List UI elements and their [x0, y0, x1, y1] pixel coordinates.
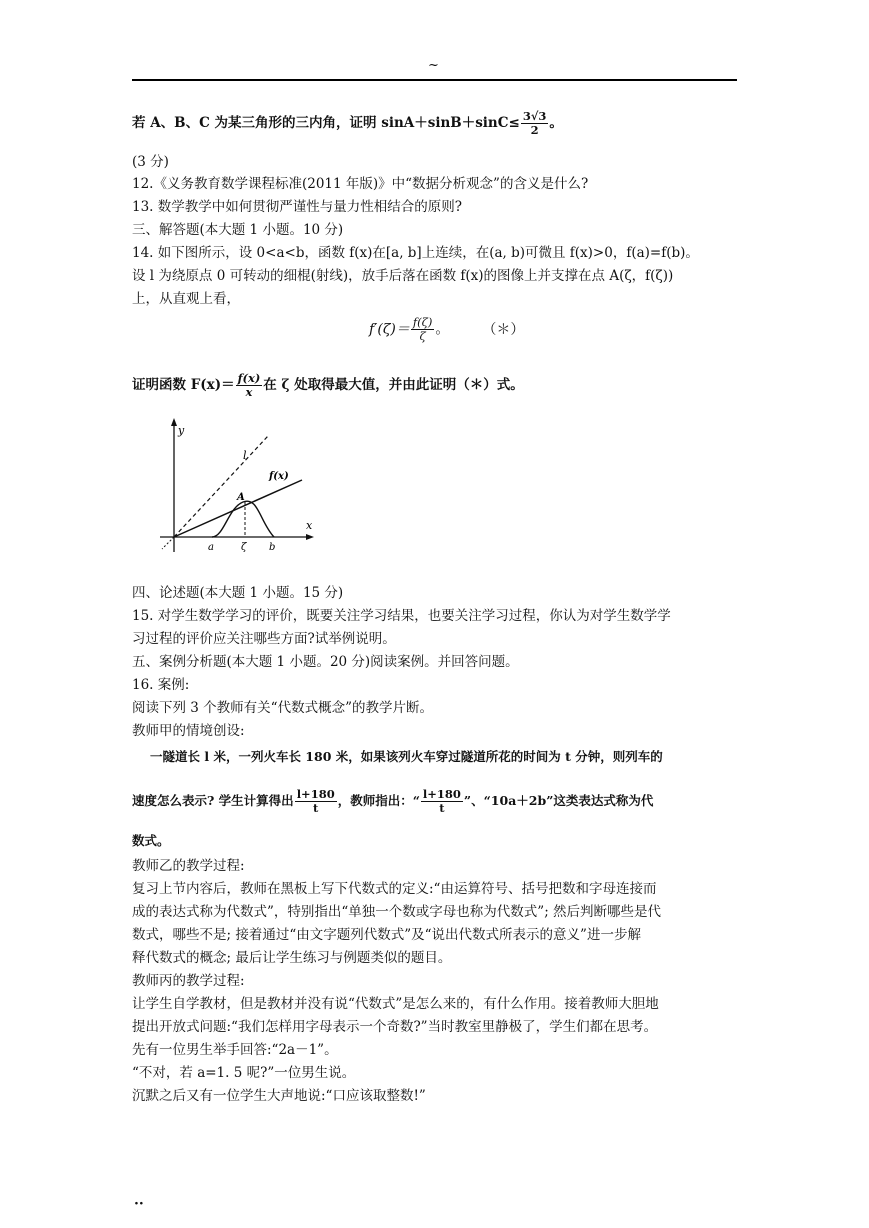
q14-proof-fraction: [236, 372, 263, 399]
y-arrow-icon: [171, 418, 177, 426]
tick-b-label: b: [269, 542, 276, 553]
header-mark: ~: [428, 58, 439, 73]
footer-mark: ··: [134, 1196, 144, 1212]
teacher-a-line1: 一隧道长 l 米，一列火车长 180 米，如果该列火车穿过隧道所花的时间为 t 分钟，则列车的: [150, 749, 663, 764]
header-divider: [132, 79, 737, 81]
q14-proof-den: x: [245, 385, 253, 399]
teacher-a-frac1: [295, 788, 337, 815]
x-arrow-icon: [306, 534, 314, 540]
section3-title: 三、解答题(本大题 1 小题。10 分): [132, 222, 344, 238]
section4-title: 四、论述题(本大题 1 小题。15 分): [132, 585, 344, 601]
teacher-b-line3: 数式，哪些不是; 接着通过“由文字题列代数式”及“说出代数式所表示的意义”进一步解: [132, 927, 641, 943]
q14-line3: 上，从直观上看，: [132, 291, 240, 307]
y-axis-label: y: [178, 424, 185, 437]
teacher-b-title: 教师乙的教学过程:: [132, 858, 245, 874]
teacher-a-line2-pre: 速度怎么表示? 学生计算得出: [132, 793, 294, 808]
teacher-a-line2-mid: ，教师指出：“: [337, 793, 420, 808]
q14-formula-lhs: f′(ζ)＝: [369, 321, 410, 338]
q14-proof-pre: 证明函数 F(x)＝: [132, 377, 235, 393]
teacher-b-line4: 释代数式的概念; 最后让学生练习与例题类似的题目。: [132, 950, 452, 966]
q14-line1: 14. 如下图所示，设 0<a<b，函数 f(x)在[a, b]上连续，在(a, b)可微且 f(x)>0，f(a)=f(b)。: [132, 245, 699, 261]
teacher-a-title: 教师甲的情境创设:: [132, 723, 245, 739]
q11-statement: [132, 110, 563, 137]
teacher-c-title: 教师丙的教学过程:: [132, 973, 245, 989]
q14-formula-fraction: [411, 316, 434, 343]
teacher-c-line4: “不对，若 a=1. 5 呢?”一位男生说。: [132, 1065, 356, 1081]
q11-text: 若 A、B、C 为某三角形的三内角，证明 sinA＋sinB＋sinC≤: [132, 115, 520, 131]
line-l: [174, 436, 268, 537]
q11-frac-den: 2: [530, 123, 539, 137]
q11-frac-num: 3√3: [522, 109, 547, 123]
tangent-line: [174, 480, 302, 537]
q14-proof: [132, 372, 524, 399]
teacher-c-line2: 提出开放式问题:“我们怎样用字母表示一个奇数?”当时教室里静极了，学生们都在思考。: [132, 1019, 658, 1035]
q14-formula-den: ζ: [419, 329, 426, 343]
origin-dash: [162, 537, 174, 549]
teacher-a-line2-post: ”、“10a＋2b”这类表达式称为代: [463, 793, 654, 808]
teacher-a-frac2: [421, 788, 463, 815]
q14-formula-num: f(ζ): [412, 315, 433, 329]
teacher-b-line1: 复习上节内容后，教师在黑板上写下代数式的定义:“由运算符号、括号把数和字母连接而: [132, 881, 657, 897]
q14-line2: 设 l 为绕原点 0 可转动的细棍(射线)，放手后落在函数 f(x)的图像上并支撑在点 A(ζ，f(ζ)): [132, 268, 674, 284]
q14-formula-tag: （＊）: [489, 321, 525, 338]
q14-formula-end: 。: [435, 321, 450, 338]
q12-text: 12.《义务教育数学课程标准(2011 年版)》中“数据分析观念”的含义是什么?: [132, 176, 589, 192]
q13-text: 13. 数学教学中如何贯彻严谨性与量力性相结合的原则?: [132, 199, 462, 215]
q14-proof-post: 在 ζ 处取得最大值，并由此证明（＊）式。: [263, 377, 524, 393]
teacher-a-frac1-den: t: [313, 801, 319, 815]
section5-title: 五、案例分析题(本大题 1 小题。20 分)阅读案例。并回答问题。: [132, 654, 519, 670]
function-diagram: [150, 412, 320, 562]
teacher-a-line3: 数式。: [132, 833, 170, 848]
x-axis-label: x: [306, 519, 313, 532]
q11-end: 。: [549, 115, 563, 131]
line-l-label: l: [243, 449, 247, 462]
q15-line1: 15. 对学生数学学习的评价，既要关注学习结果，也要关注学习过程，你认为对学生数学学: [132, 608, 671, 624]
q11-score: (3 分): [132, 154, 169, 170]
q16-intro: 阅读下列 3 个教师有关“代数式概念”的教学片断。: [132, 700, 433, 716]
curve-label: f(x): [269, 471, 289, 482]
teacher-a-line2: [132, 788, 653, 815]
teacher-a-frac2-num: l+180: [422, 787, 461, 801]
tick-a-label: a: [208, 542, 214, 553]
teacher-c-line5: 沉默之后又有一位学生大声地说:“口应该取整数!”: [132, 1088, 426, 1104]
q11-fraction: [521, 110, 549, 137]
teacher-c-line1: 让学生自学教材，但是教材并没有说“代数式”是怎么来的，有什么作用。接着教师大胆地: [132, 996, 659, 1012]
teacher-a-frac1-num: l+180: [296, 787, 335, 801]
teacher-a-frac2-den: t: [439, 801, 445, 815]
tick-zeta-label: ζ: [241, 542, 247, 553]
q16-label: 16. 案例:: [132, 677, 190, 693]
teacher-c-line3: 先有一位男生举手回答:“2a－1”。: [132, 1042, 338, 1058]
q14-proof-num: f(x): [237, 371, 261, 385]
teacher-b-line2: 成的表达式称为代数式”，特别指出“单独一个数或字母也称为代数式”; 然后判断哪些是代: [132, 904, 662, 920]
q14-formula: [369, 316, 524, 343]
q15-line2: 习过程的评价应关注哪些方面?试举例说明。: [132, 631, 396, 647]
point-a-label: A: [237, 492, 245, 503]
